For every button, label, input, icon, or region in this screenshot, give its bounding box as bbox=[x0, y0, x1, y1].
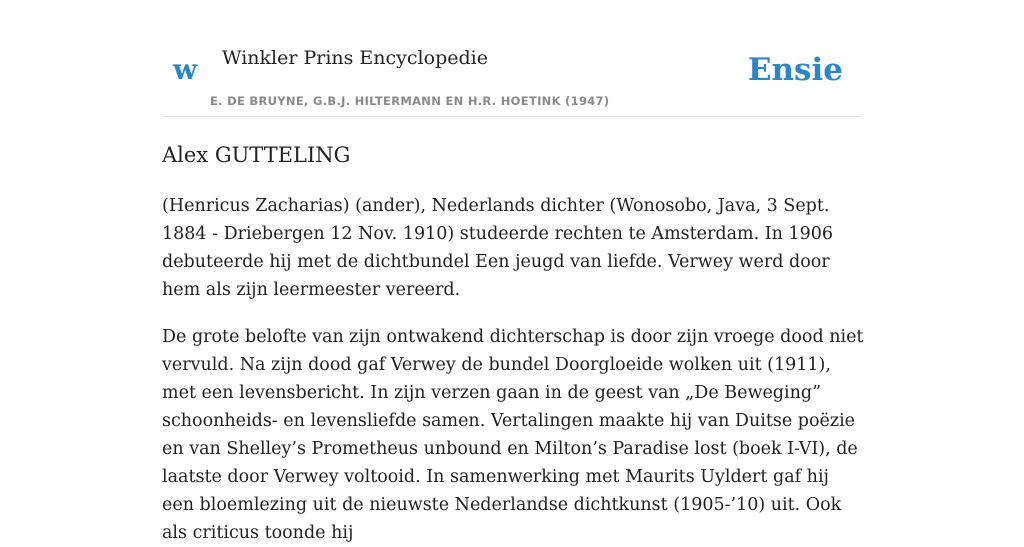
publication-title[interactable]: Winkler Prins Encyclopedie bbox=[222, 47, 488, 69]
publication-authors: E. DE BRUYNE, G.B.J. HILTERMANN EN H.R. HOETINK (1947) bbox=[210, 94, 610, 108]
ensie-logo[interactable]: Ensie bbox=[747, 52, 843, 88]
site-header bbox=[162, 0, 862, 117]
article bbox=[162, 138, 864, 547]
article-paragraph: De grote belofte van zijn ontwakend dichterschap is door zijn vroege dood niet vervuld. Na zijn dood gaf Verwey de bundel Doorgloeide wolken uit (1911), met een levensbericht. In zijn verzen gaan in de geest van „De Beweging” schoonheids- en levensliefde samen. Vertalingen maakte hij van Duitse poëzie en van Shelley’s Prometheus unbound en Milton’s Paradise lost (boek I-VI), de laatste door Verwey voltooid. In samenwerking met Maurits Uyldert gaf hij een bloemlezing uit de nieuwste Nederlandse dichtkunst (1905-’10) uit. Ook als criticus toonde hij bbox=[162, 327, 864, 543]
publication-logo[interactable]: w bbox=[173, 53, 198, 86]
article-paragraph: (Henricus Zacharias) (ander), Nederlands dichter (Wonosobo, Java, 3 Sept. 1884 - Driebergen 12 Nov. 1910) studeerde rechten te Amsterdam. In 1906 debuteerde hij met de dichtbundel Een jeugd van liefde. Verwey werd door hem als zijn leermeester vereerd. bbox=[162, 196, 834, 300]
article-title: Alex GUTTELING bbox=[162, 143, 351, 167]
